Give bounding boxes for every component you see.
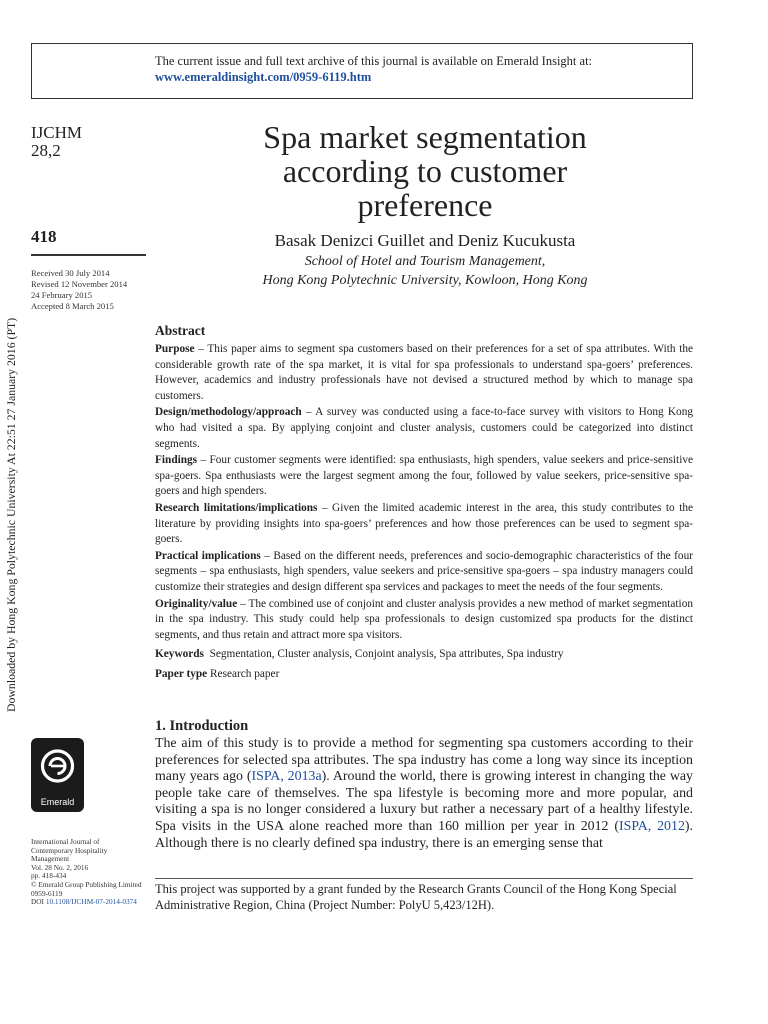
citation-link[interactable]: ISPA, 2012 [618, 818, 685, 834]
title-line: preference [357, 187, 493, 223]
logo-text: Emerald [40, 797, 75, 807]
keywords-text: Segmentation, Cluster analysis, Conjoint analysis, Spa attributes, Spa industry [209, 648, 564, 661]
section-heading-introduction: 1. Introduction [155, 718, 249, 734]
affiliation [155, 252, 695, 290]
info-line: 0959-6119 [31, 888, 63, 898]
affiliation-line: Hong Kong Polytechnic University, Kowloon, Hong Kong [262, 273, 588, 288]
title-line: Spa market segmentation [263, 119, 587, 155]
keywords [155, 647, 693, 663]
info-line: International Journal of [31, 837, 100, 846]
abstract-purpose [155, 342, 693, 404]
info-line: © Emerald Group Publishing Limited [31, 879, 142, 889]
section-text: – The combined use of conjoint and cluster analysis provides a new method of market segmentation in the spa industry. This study could help spa professionals to design customized spa products for the distinct segments, and thus retain and attract more spa visitors. [155, 597, 693, 641]
abstract-originality [155, 597, 693, 644]
info-line: Management [31, 854, 70, 864]
divider [31, 254, 146, 256]
abstract-limitations [155, 501, 693, 548]
section-text: – A survey was conducted using a face-to-face survey with visitors to Hong Kong who had visited a spa. By applying conjoint and cluster analysis, customers could be categorized into distinct segments. [155, 406, 693, 450]
section-text: – This paper aims to segment spa customers based on their preferences for a set of spa attributes. With the considerable growth rate of the spa market, it is vital for spa professionals to understand spa-goers’ preferences. However, academics and industry professionals have not devised a structured method by which to manage spa customers. [155, 343, 693, 402]
section-label: Purpose [155, 343, 195, 355]
introduction-body [155, 736, 693, 852]
section-text: – Given the limited academic interest in the area, this study contributes to the literature by providing insights into spa-goers’ preferences and how those preferences can be used to segment spa-goers. [155, 501, 693, 546]
info-line: pp. 418-434 [31, 871, 67, 881]
info-line: Vol. 28 No. 2, 2016 [31, 862, 89, 872]
section-label: Design/methodology/approach [155, 406, 302, 419]
abstract-design [155, 405, 693, 452]
download-watermark: Downloaded by Hong Kong Polytechnic University At 22:51 27 January 2016 (PT) [4, 317, 18, 712]
section-label: Findings [155, 454, 198, 467]
emerald-logo [31, 738, 84, 812]
archive-notice-text: The current issue and full text archive of this journal is available on Emerald Insight at: [155, 54, 593, 68]
date-revised: Revised 12 November 2014 [31, 279, 128, 289]
intro-text: The aim of this study is to provide a method for segmenting spa customers according to their preferences for selected spa attributes. The spa industry has come a long way since its inception many years ago ( [155, 736, 693, 785]
section-text: – Based on the different needs, preferences and socio-demographic characteristics of the four segments – spa enthusiasts, high spenders, value seekers and price-sensitive spa-goers – spa industry managers could customize their strategies and design different spa services and packages to meet the needs of the four segments. [155, 549, 693, 593]
archive-notice-box [31, 43, 693, 99]
date-accepted: Accepted 8 March 2015 [31, 301, 114, 311]
page-number: 418 [31, 227, 57, 246]
abstract-practical [155, 549, 693, 596]
paper-type-text: Research paper [210, 667, 280, 680]
date-received: Received 30 July 2014 [31, 268, 110, 278]
authors: Basak Denizci Guillet and Deniz Kucukusta [274, 231, 576, 250]
article-dates [31, 268, 127, 312]
journal-abbrev: IJCHM [31, 123, 83, 142]
info-line: Contemporary Hospitality [31, 845, 108, 855]
journal-code [31, 124, 82, 160]
affiliation-line: School of Hotel and Tourism Management, [304, 254, 546, 269]
journal-info [31, 838, 142, 907]
journal-volume: 28,2 [31, 141, 61, 160]
keywords-label: Keywords [155, 648, 204, 661]
section-label: Practical implications [155, 549, 261, 562]
journal-url-link[interactable]: www.emeraldinsight.com/0959-6119.htm [155, 70, 372, 84]
footnote-divider [155, 878, 693, 879]
title-line: according to customer [282, 153, 568, 189]
section-text: – Four customer segments were identified: spa enthusiasts, high spenders, value seekers and price-sensitive spa-goers. Spa enthusiasts were the largest segment among the four, followed by value seekers, price-sensitive spa-goers and high spenders. [155, 454, 693, 498]
citation-link[interactable]: ISPA, 2013a [251, 769, 322, 785]
doi-line [31, 898, 142, 907]
doi-link[interactable]: 10.1108/IJCHM-07-2014-0374 [45, 897, 137, 907]
date-revised-2: 24 February 2015 [31, 290, 93, 300]
footnote: This project was supported by a grant funded by the Research Grants Council of the Hong Kong Special Administrative Region, China (Project Number: PolyU 5,423/12H). [155, 882, 677, 912]
paper-type-label: Paper type [155, 667, 208, 680]
section-label: Originality/value [155, 597, 238, 610]
paper-type [155, 667, 693, 683]
section-label: Research limitations/implications [155, 501, 318, 514]
paper-title [155, 120, 695, 222]
intro-text: ). Around the world, there is growing interest in changing the way people take care of themselves. The spa lifestyle is becoming more and more popular, and visiting a spa is no longer considered a luxury but rather a necessary part of a healthy lifestyle. Spa visits in the USA alone reached more than 160 million per year in 2012 ( [155, 769, 693, 834]
emerald-logo-icon [31, 738, 84, 798]
abstract-findings [155, 453, 693, 500]
doi-label: DOI [31, 897, 44, 907]
intro-text: ). Although there is no clearly defined spa industry, there is an emerging sense that [155, 818, 693, 851]
abstract-body [155, 342, 693, 683]
abstract-heading: Abstract [155, 323, 206, 338]
